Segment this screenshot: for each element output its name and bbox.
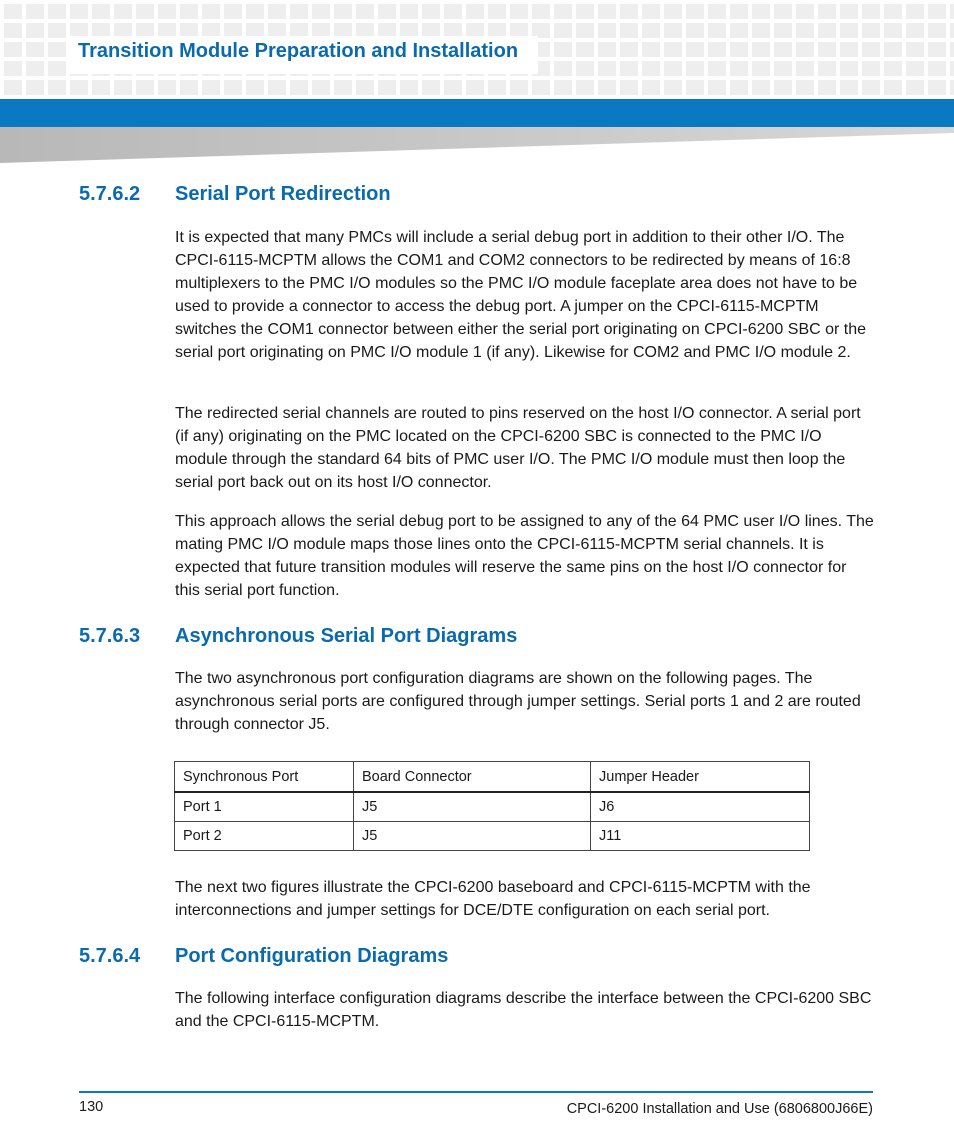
table-cell: J6 xyxy=(591,792,810,822)
chapter-title: Transition Module Preparation and Installation xyxy=(78,40,519,62)
paragraph: This approach allows the serial debug port to be assigned to any of the 64 PMC user I/O lines. The mating PMC I/O module maps those lines onto the CPCI-6115-MCPTM serial channels. It is expected that future transition modules will reserve the same pins on the host I/O connector for this serial port function. xyxy=(175,513,874,599)
table-cell: J5 xyxy=(354,822,591,851)
footer-rule xyxy=(79,1091,873,1093)
paragraph: The redirected serial channels are routed to pins reserved on the host I/O connector. A serial port (if any) originating on the PMC located on the CPCI-6200 SBC is connected to the PMC I/O module through the standard 64 bits of PMC user I/O. The PMC I/O module must then loop the serial port back out on its host I/O connector. xyxy=(175,405,861,491)
table-header-cell: Board Connector xyxy=(354,762,591,793)
document-title: CPCI-6200 Installation and Use (6806800J66E) xyxy=(566,1101,873,1117)
port-table xyxy=(174,761,810,851)
paragraph: The following interface configuration diagrams describe the interface between the CPCI-6200 SBC and the CPCI-6115-MCPTM. xyxy=(175,990,872,1030)
table-row xyxy=(175,792,810,822)
header-gray-wedge xyxy=(0,127,954,163)
table-header-row xyxy=(175,762,810,793)
section-title: Serial Port Redirection xyxy=(175,183,391,205)
header-blue-bar xyxy=(0,99,954,127)
table-cell: Port 1 xyxy=(175,792,354,822)
section-number: 5.7.6.3 xyxy=(79,625,141,647)
table-header-cell: Synchronous Port xyxy=(175,762,354,793)
section-title: Port Configuration Diagrams xyxy=(175,945,449,967)
page-number: 130 xyxy=(79,1099,104,1115)
table-row xyxy=(175,822,810,851)
section-number: 5.7.6.2 xyxy=(79,183,141,205)
section-number: 5.7.6.4 xyxy=(79,945,141,967)
section-title: Asynchronous Serial Port Diagrams xyxy=(175,625,518,647)
paragraph: The next two figures illustrate the CPCI-6200 baseboard and CPCI-6115-MCPTM with the interconnections and jumper settings for DCE/DTE configuration on each serial port. xyxy=(175,879,811,919)
table-cell: J11 xyxy=(591,822,810,851)
section-heading-async-serial-port-diagrams xyxy=(79,625,517,648)
paragraph: It is expected that many PMCs will include a serial debug port in addition to their other I/O. The CPCI-6115-MCPTM allows the COM1 and COM2 connectors to be redirected by means of 16:8 multiplexers to the PMC I/O modules so the PMC I/O module faceplate area does not have to be used to provide a connector to access the debug port. A jumper on the CPCI-6115-MCPTM switches the COM1 connector between either the serial port originating on CPCI-6200 SBC or the serial port originating on PMC I/O module 1 (if any). Likewise for COM2 and PMC I/O module 2. xyxy=(175,229,867,361)
section-heading-port-configuration-diagrams xyxy=(79,945,448,968)
table-header-cell: Jumper Header xyxy=(591,762,810,793)
section-heading-serial-port-redirection xyxy=(79,183,391,206)
table-cell: Port 2 xyxy=(175,822,354,851)
paragraph: The two asynchronous port configuration diagrams are shown on the following pages. The asynchronous serial ports are configured through jumper settings. Serial ports 1 and 2 are routed through connector J5. xyxy=(175,670,861,733)
table-cell: J5 xyxy=(354,792,591,822)
